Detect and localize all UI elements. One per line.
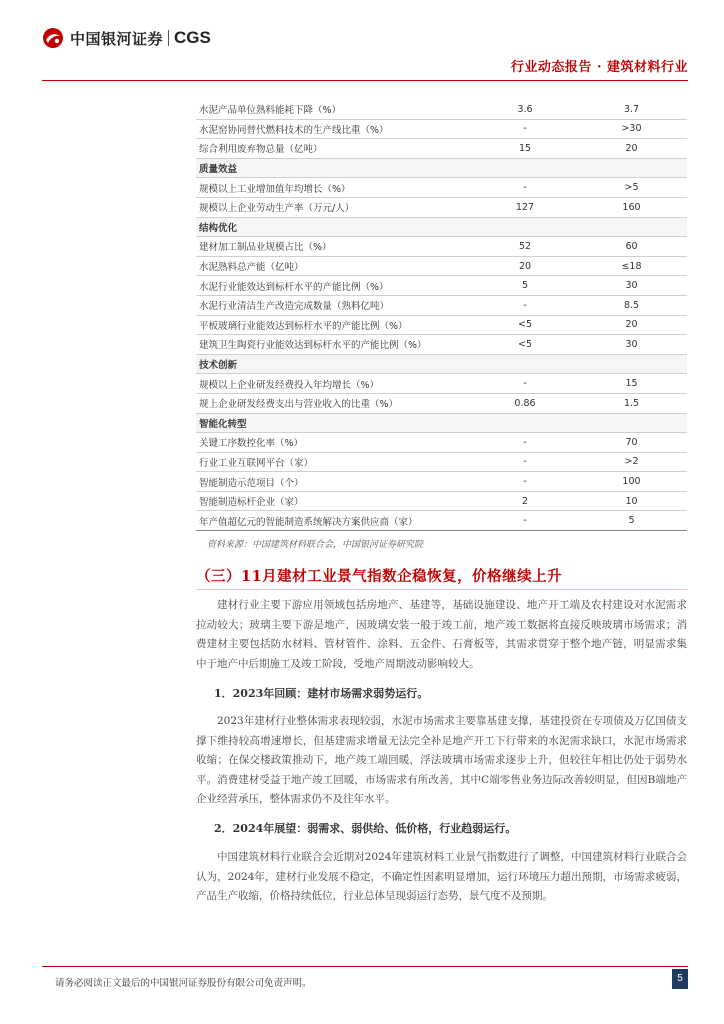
value-2020: 5 [474,276,576,296]
value-2025: >5 [576,178,687,198]
indicator-label: 水泥产品单位熟料能耗下降（%） [196,100,474,119]
logo-separator [168,30,169,46]
table-row [196,315,687,335]
indicator-label: 水泥窑协同替代燃料技术的生产线比重（%） [196,119,474,139]
table-category-row [196,413,687,433]
value-2025: 30 [576,276,687,296]
indicator-label: 建筑卫生陶瓷行业能效达到标杆水平的产能比例（%） [196,335,474,355]
page-header [0,0,724,90]
value-2025: >2 [576,452,687,472]
empty-cell [474,158,576,178]
value-2025: 3.7 [576,100,687,119]
value-2020: 2 [474,491,576,511]
footer-divider [42,966,688,967]
value-2020: 3.6 [474,100,576,119]
empty-cell [576,413,687,433]
indicator-label: 规上企业研发经费支出与营业收入的比重（%） [196,393,474,413]
indicator-label: 水泥行业清洁生产改造完成数量（熟料亿吨） [196,295,474,315]
indicator-label: 水泥熟料总产能（亿吨） [196,256,474,276]
value-2025: 30 [576,335,687,355]
indicator-label: 年产值超亿元的智能制造系统解决方案供应商（家） [196,511,474,531]
table-row [196,100,687,119]
value-2020: 52 [474,237,576,257]
empty-cell [474,217,576,237]
indicator-label: 平板玻璃行业能效达到标杆水平的产能比例（%） [196,315,474,335]
indicator-label: 规模以上企业研发经费投入年均增长（%） [196,374,474,394]
disclaimer-note: 请务必阅读正文最后的中国银河证券股份有限公司免责声明。 [55,978,312,989]
page-number: 5 [672,969,688,989]
value-2020: - [474,295,576,315]
value-2020: - [474,119,576,139]
indicator-label: 综合利用废弃物总量（亿吨） [196,139,474,159]
table-row [196,295,687,315]
targets-table [196,100,687,531]
indicator-label: 关键工序数控化率（%） [196,433,474,453]
value-2020: 15 [474,139,576,159]
table-source: 资料来源：中国建筑材料联合会，中国银河证券研究院 [207,540,424,550]
table-row [196,335,687,355]
paragraph-2023-review: 2023年建材行业整体需求表现较弱，水泥市场需求主要靠基建支撑，基建投资在专项债及万亿国债支撑下维持较高增速增长，但基建需求增量无法完全补足地产开工下行带来的水泥需求缺口，水泥市场需求收缩；在保交楼政策推动下，地产竣工端回暖，浮法玻璃市场需求逐步上升，但较往年相比仍处于弱势水平。消费建材受益于地产竣工回暖，市场需求有所改善，其中C端零售业务边际改善较明显，但因B端地产企业经营承压，整体需求仍不及往年水平。 [196,715,687,805]
indicator-label: 智能制造示范项目（个） [196,472,474,492]
value-2020: - [474,178,576,198]
value-2025: 70 [576,433,687,453]
table-row [196,393,687,413]
table-row [196,511,687,531]
report-type: 行业动态报告 · 建筑材料行业 [510,60,688,75]
table-row [196,178,687,198]
table-row [196,256,687,276]
table-row [196,139,687,159]
table-row [196,237,687,257]
empty-cell [576,217,687,237]
section-title: （三）11月建材工业景气指数企稳恢复，价格继续上升 [196,568,563,585]
paragraph-industry-overview: 建材行业主要下游应用领域包括房地产、基建等，基础设施建设、地产开工端及农村建设对水泥需求拉动较大；玻璃主要下游是地产，因玻璃安装一般于竣工前，地产竣工数据将直接反映玻璃市场需求；消费建材主要包括防水材料、管材管件、涂料、五金件、石膏板等，其需求贯穿于整个地产链，明显需求集中于地产中后期施工及竣工阶段，受地产周期波动影响较大。 [196,599,687,670]
table-row [196,197,687,217]
value-2025: 1.5 [576,393,687,413]
table-row [196,119,687,139]
empty-cell [474,354,576,374]
table-row [196,276,687,296]
value-2020: - [474,452,576,472]
logo-english-name: CGS [174,28,211,47]
value-2020: - [474,433,576,453]
empty-cell [576,158,687,178]
empty-cell [474,413,576,433]
value-2025: >30 [576,119,687,139]
category-label: 质量效益 [196,158,474,178]
value-2020: - [474,511,576,531]
value-2020: 0.86 [474,393,576,413]
value-2020: <5 [474,335,576,355]
indicator-label: 规模以上工业增加值年均增长（%） [196,178,474,198]
value-2025: 8.5 [576,295,687,315]
value-2020: 127 [474,197,576,217]
value-2025: 160 [576,197,687,217]
value-2020: <5 [474,315,576,335]
value-2020: 20 [474,256,576,276]
value-2025: 20 [576,315,687,335]
cgs-logo-icon [42,27,64,49]
value-2025: 15 [576,374,687,394]
indicator-label: 智能制造标杆企业（家） [196,491,474,511]
value-2025: 5 [576,511,687,531]
targets-table-body [196,100,687,531]
indicator-label: 行业工业互联网平台（家） [196,452,474,472]
category-label: 技术创新 [196,354,474,374]
value-2025: 60 [576,237,687,257]
paragraph-2024-outlook: 中国建筑材料行业联合会近期对2024年建筑材料工业景气指数进行了调整，中国建筑材料行业联合会认为，2024年，建材行业发展不稳定，不确定性因素明显增加，运行环境压力超出预期，市场需求疲弱，产品生产收缩，价格持续低位，行业总体呈现弱运行态势，景气度不及预期。 [196,851,687,902]
category-label: 智能化转型 [196,413,474,433]
subheading-2024-outlook: 2．2024年展望：弱需求、弱供给、低价格，行业趋弱运行。 [214,822,517,835]
cgs-logo [42,27,211,49]
value-2025: 20 [576,139,687,159]
category-label: 结构优化 [196,217,474,237]
empty-cell [576,354,687,374]
section-divider [196,589,687,590]
value-2025: ≤18 [576,256,687,276]
value-2020: - [474,374,576,394]
table-category-row [196,158,687,178]
logo-chinese-name: 中国银河证券 [70,29,164,48]
value-2020: - [474,472,576,492]
header-divider [42,80,688,81]
table-row [196,452,687,472]
table-row [196,491,687,511]
table-category-row [196,354,687,374]
indicator-label: 建材加工制品业规模占比（%） [196,237,474,257]
table-row [196,374,687,394]
indicator-label: 规模以上企业劳动生产率（万元/人） [196,197,474,217]
subheading-2023-review: 1．2023年回顾：建材市场需求弱势运行。 [214,687,429,700]
value-2025: 100 [576,472,687,492]
table-row [196,472,687,492]
table-category-row [196,217,687,237]
indicator-label: 水泥行业能效达到标杆水平的产能比例（%） [196,276,474,296]
table-row [196,433,687,453]
value-2025: 10 [576,491,687,511]
